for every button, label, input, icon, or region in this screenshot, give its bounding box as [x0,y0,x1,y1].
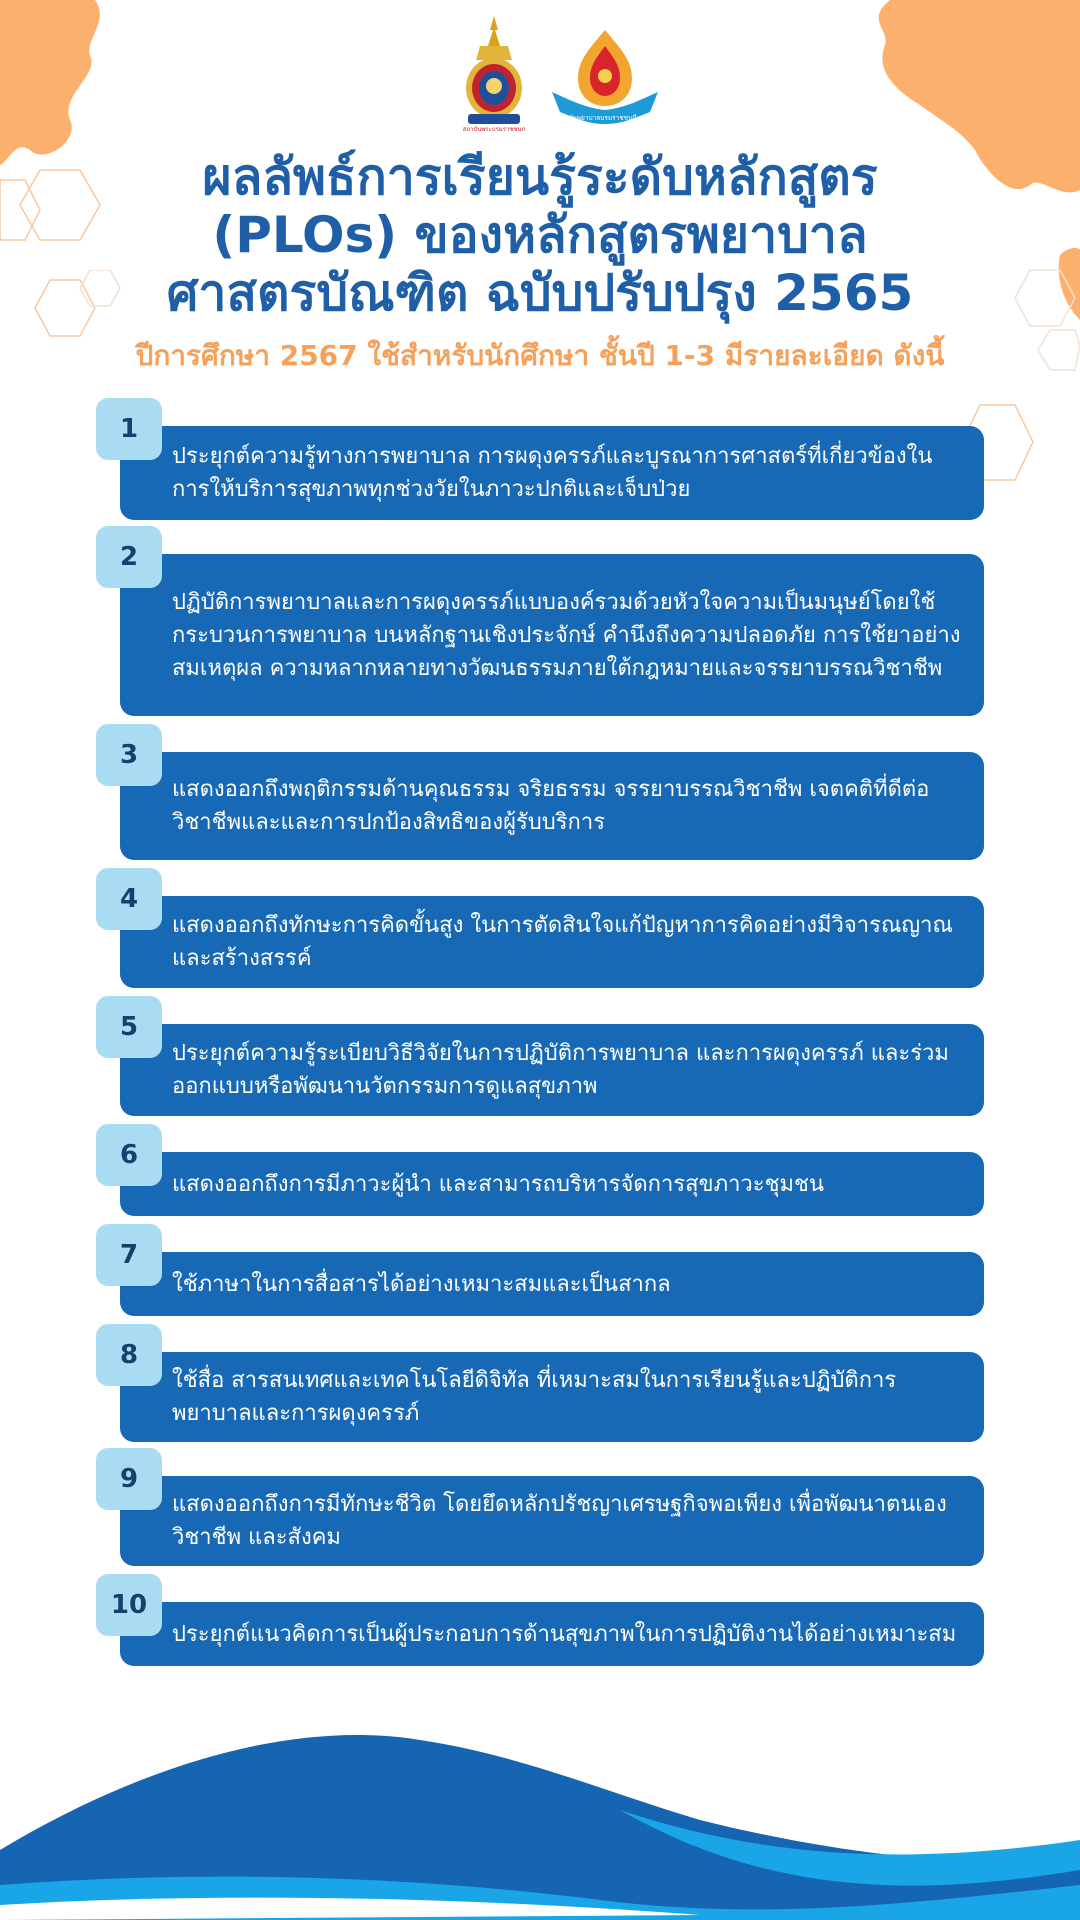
plo-item-7 [96,1224,984,1316]
plo-item-6 [96,1124,984,1216]
plo-text-3: แสดงออกถึงพฤติกรรมด้านคุณธรรม จริยธรรม จรรยาบรรณวิชาชีพ เจตคติที่ดีต่อวิชาชีพและและการปกป้องสิทธิของผู้รับบริการ [172,777,930,835]
plo-number-badge-4: 4 [96,868,162,930]
plo-item-5 [96,996,984,1116]
plo-text-10: ประยุกต์แนวคิดการเป็นผู้ประกอบการด้านสุขภาพในการปฏิบัติงานได้อย่างเหมาะสม [172,1621,957,1647]
plo-number-badge-2: 2 [96,526,162,588]
plo-item-10 [96,1574,984,1666]
title-line-3: ศาสตรบัณฑิต ฉบับปรับปรุง 2565 [166,264,914,322]
plo-text-4: แสดงออกถึงทักษะการคิดขั้นสูง ในการตัดสินใจแก้ปัญหาการคิดอย่างมีวิจารณญาณและสร้างสรรค์ [172,913,953,971]
plo-number-badge-6: 6 [96,1124,162,1186]
institute-emblem-logo [462,16,526,134]
page-title [60,148,1020,322]
plo-number-badge-3: 3 [96,724,162,786]
plo-text-2: ปฏิบัติการพยาบาลและการผดุงครรภ์แบบองค์รวมด้วยหัวใจความเป็นมนุษย์โดยใช้กระบวนการพยาบาล บนหลักฐานเชิงประจักษ์ คำนึงถึงความปลอดภัย การใช้ยาอย่างสมเหตุผล ความหลากหลายทางวัฒนธรรมภายใต้กฎหมายและจรรยาบรรณวิชาชีพ [172,589,961,681]
bottom-wave-decoration [0,1700,1080,1920]
plo-text-6: แสดงออกถึงการมีภาวะผู้นำ และสามารถบริหารจัดการสุขภาวะชุมชน [172,1171,825,1197]
plo-number-badge-5: 5 [96,996,162,1058]
plo-text-5: ประยุกต์ความรู้ระเบียบวิธีวิจัยในการปฏิบัติการพยาบาล และการผดุงครรภ์ และร่วมออกแบบหรือพัฒนานวัตกรรมการดูแลสุขภาพ [172,1041,949,1099]
plo-number-badge-9: 9 [96,1448,162,1510]
plo-number-badge-8: 8 [96,1324,162,1386]
plo-item-4 [96,868,984,988]
plo-text-9: แสดงออกถึงการมีทักษะชีวิต โดยยึดหลักปรัชญาเศรษฐกิจพอเพียง เพื่อพัฒนาตนเอง วิชาชีพ และสังคม [172,1492,947,1550]
plo-item-8 [96,1324,984,1442]
plo-text-1: ประยุกต์ความรู้ทางการพยาบาล การผดุงครรภ์และบูรณาการศาสตร์ที่เกี่ยวข้องในการให้บริการสุขภาพทุกช่วงวัยในภาวะปกติและเจ็บป่วย [172,444,933,502]
college-logo [550,30,660,140]
logo-strip [0,10,1080,140]
plo-text-7: ใช้ภาษาในการสื่อสารได้อย่างเหมาะสมและเป็นสากล [172,1271,671,1297]
title-line-2: (PLOs) ของหลักสูตรพยาบาล [212,206,868,264]
institute-caption: สถาบันพระบรมราชชนก [462,126,526,133]
plo-number-badge-1: 1 [96,398,162,460]
title-line-1: ผลลัพธ์การเรียนรู้ระดับหลักสูตร [202,148,878,206]
plo-number-badge-7: 7 [96,1224,162,1286]
plo-item-2 [96,526,984,716]
plo-item-1 [96,398,984,522]
plo-text-8: ใช้สื่อ สารสนเทศและเทคโนโลยีดิจิทัล ที่เหมาะสมในการเรียนรู้และปฏิบัติการพยาบาลและการผดุงครรภ์ [172,1368,897,1426]
plo-item-9 [96,1448,984,1566]
plo-number-badge-10: 10 [96,1574,162,1636]
page-subtitle: ปีการศึกษา 2567 ใช้สำหรับนักศึกษา ชั้นปี 1-3 มีรายละเอียด ดังนี้ [135,339,945,372]
college-caption: วิทยาลัยพยาบาลบรมราชชนนี พะเยา [553,114,657,122]
plo-item-3 [96,724,984,860]
